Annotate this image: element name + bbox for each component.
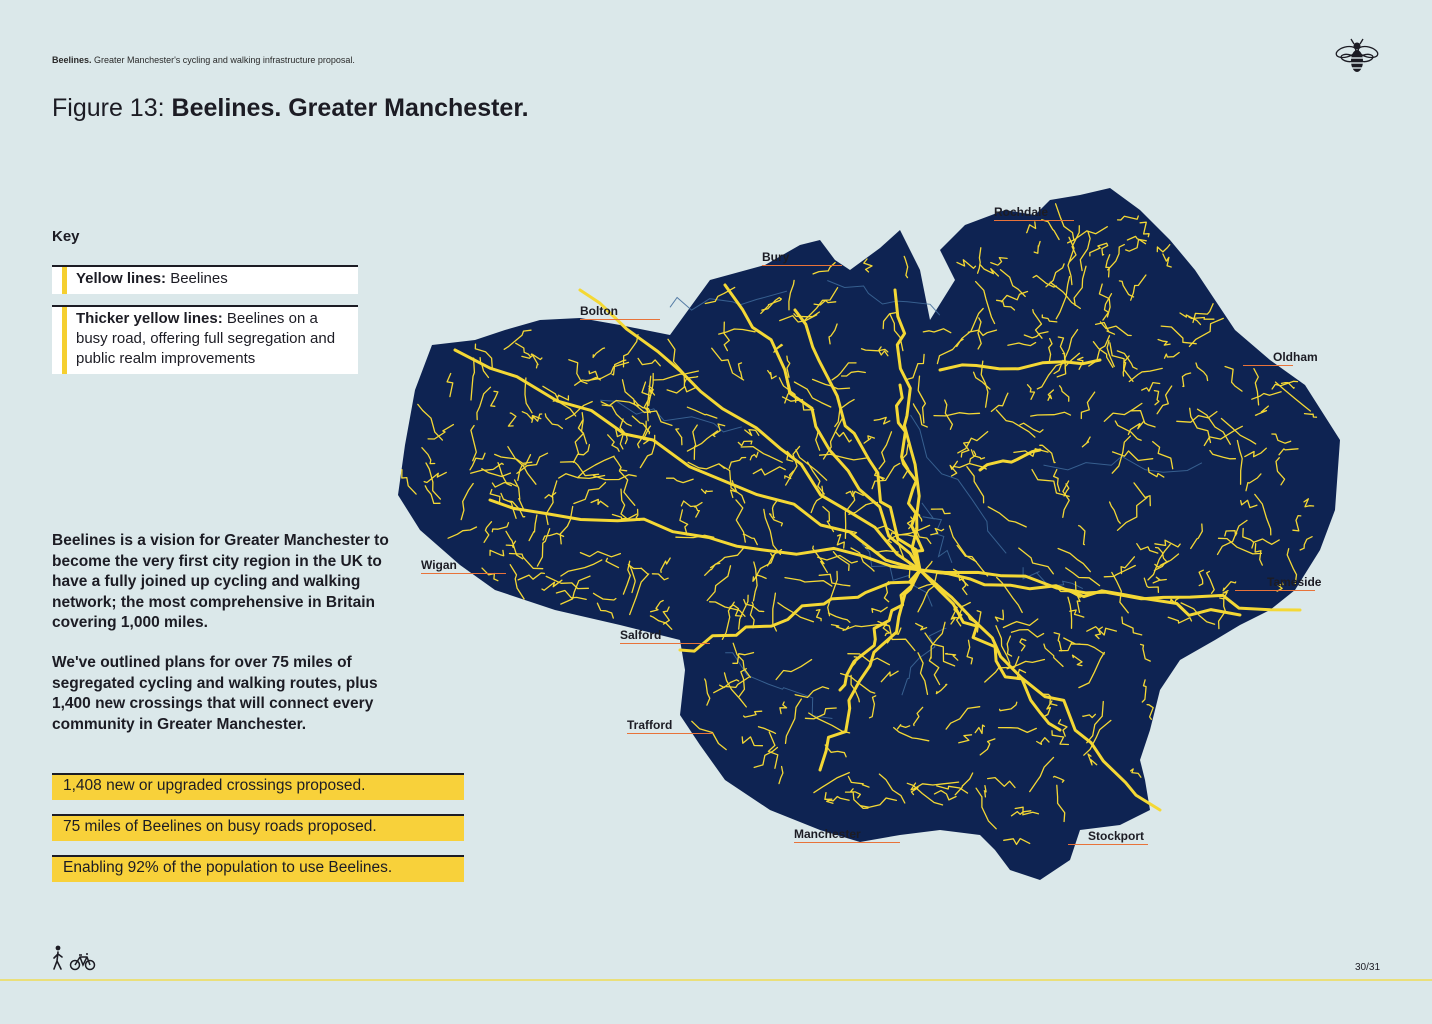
district-name: Rochdale [994, 205, 1049, 219]
district-name: Oldham [1273, 350, 1318, 364]
footer-icons [50, 944, 100, 972]
district-name: Stockport [1088, 829, 1145, 843]
label-underline [794, 842, 900, 843]
label-underline [620, 643, 710, 644]
district-label-tameside [1267, 575, 1321, 591]
key-item-text [52, 267, 358, 293]
page-number: 30/31 [1355, 962, 1381, 973]
district-name: Bury [762, 250, 790, 264]
district-name: Manchester [794, 827, 861, 841]
district-name: Bolton [580, 304, 618, 318]
district-label-rochdale [994, 205, 1074, 221]
district-label-oldham [1273, 350, 1318, 366]
key-item-label: Yellow lines: [76, 270, 167, 287]
stat-crossings: 1,408 new or upgraded crossings proposed. [52, 773, 464, 800]
district-name: Trafford [627, 718, 673, 732]
district-name: Wigan [421, 558, 457, 572]
map-canvas [380, 170, 1380, 900]
header-brand: Beelines. [52, 55, 92, 65]
page-title [52, 94, 529, 123]
label-underline [1243, 365, 1293, 366]
stat-busy-road-miles: 75 miles of Beelines on busy roads proposed. [52, 814, 464, 841]
key-item-description: Beelines [170, 270, 228, 287]
key-item-yellow-lines [52, 265, 358, 294]
key-item-text [52, 307, 358, 373]
thick-yellow-line-swatch [62, 307, 67, 374]
beeline-route [984, 786, 986, 797]
header-subtitle: Greater Manchester's cycling and walking infrastructure proposal. [94, 55, 355, 65]
key-item-thicker-yellow-lines [52, 305, 358, 374]
district-label-wigan [421, 558, 506, 574]
label-underline [1068, 844, 1148, 845]
map-land-area [398, 188, 1340, 880]
district-label-manchester [794, 827, 900, 843]
district-label-salford [620, 628, 710, 644]
title-main: Beelines. Greater Manchester. [171, 94, 529, 122]
district-label-bury [762, 250, 842, 266]
bicycle-icon [71, 954, 95, 970]
district-name: Salford [620, 628, 662, 642]
district-name: Tameside [1267, 575, 1322, 589]
footer-rule [0, 979, 1432, 981]
title-prefix: Figure 13: [52, 94, 165, 122]
pedestrian-icon [54, 946, 62, 969]
district-label-bolton [580, 304, 660, 320]
label-underline [580, 319, 660, 320]
district-label-trafford [627, 718, 713, 734]
intro-paragraph: Beelines is a vision for Greater Manchester to become the very first city region in the UK to have a fully joined up cycling and walking network; the most comprehensive in Britain covering 1,000 miles. [52, 532, 389, 631]
document-header [52, 55, 355, 65]
label-underline [994, 220, 1074, 221]
district-label-stockport [1088, 829, 1148, 845]
bee-icon [1334, 38, 1380, 76]
plans-paragraph: We've outlined plans for over 75 miles of segregated cycling and walking routes, plus 1,400 new crossings that will connect every community in Greater Manchester. [52, 654, 378, 733]
key-heading: Key [52, 228, 80, 245]
key-item-label: Thicker yellow lines: [76, 310, 223, 327]
label-underline [627, 733, 713, 734]
stat-population: Enabling 92% of the population to use Beelines. [52, 855, 464, 882]
yellow-line-swatch [62, 267, 67, 294]
greater-manchester-map [380, 170, 1380, 900]
label-underline [1235, 590, 1315, 591]
label-underline [762, 265, 842, 266]
label-underline [421, 573, 506, 574]
key-item-description: Beelines on a busy road, offering full segregation and public realm improvements [76, 310, 336, 367]
